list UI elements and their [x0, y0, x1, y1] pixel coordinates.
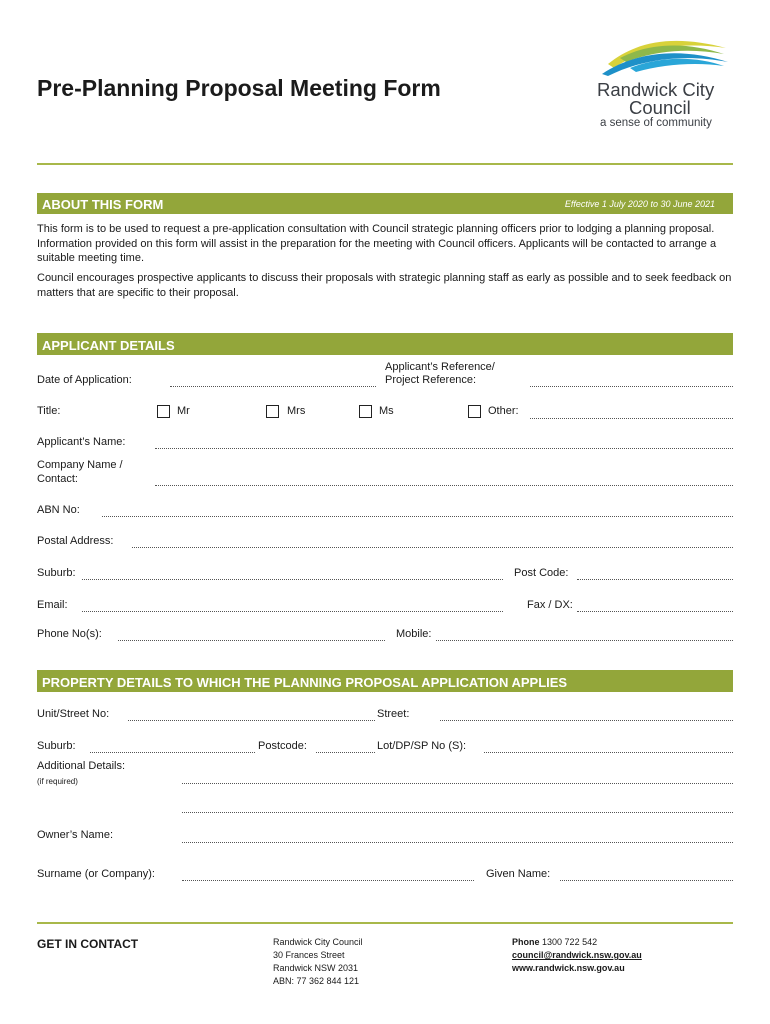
about-paragraph-2: Council encourages prospective applicants to discuss their proposals with strategic planning staff as early as possible and to seek feedback on matters that are specific to their proposal. [37, 272, 732, 299]
address-line: 30 Frances Street [273, 950, 345, 960]
page-title: Pre-Planning Proposal Meeting Form [37, 75, 441, 101]
applicant-name-label: Applicant’s Name: [37, 436, 126, 448]
postal-address-label: Postal Address: [37, 535, 114, 547]
title-ms-checkbox[interactable] [359, 405, 372, 418]
company-name-label-line2: Contact: [37, 473, 78, 485]
date-of-application-field[interactable] [170, 386, 376, 387]
abn-field[interactable] [102, 516, 733, 517]
logo-tagline: a sense of community [600, 117, 712, 129]
given-name-label: Given Name: [486, 868, 551, 880]
title-ms-label: Ms [379, 405, 394, 417]
email-field[interactable] [82, 611, 503, 612]
additional-details-field-1[interactable] [182, 783, 733, 784]
property-suburb-label: Suburb: [37, 740, 76, 752]
get-in-contact-heading: GET IN CONTACT [37, 937, 139, 951]
council-logo-icon [600, 32, 730, 76]
title-label: Title: [37, 405, 61, 417]
title-mrs-checkbox[interactable] [266, 405, 279, 418]
title-mrs-label: Mrs [287, 405, 306, 417]
effective-dates: Effective 1 July 2020 to 30 June 2021 [564, 199, 715, 209]
street-field[interactable] [440, 720, 733, 721]
mobile-label: Mobile: [396, 628, 432, 640]
postcode-label: Postcode: [258, 740, 307, 752]
reference-field[interactable] [530, 386, 733, 387]
phone-footer-label: Phone [512, 937, 540, 947]
address-line: Randwick NSW 2031 [273, 963, 359, 973]
address-line: Randwick City Council [273, 937, 363, 947]
applicant-section-header [37, 333, 733, 355]
applicant-name-field[interactable] [155, 448, 733, 449]
property-suburb-field[interactable] [90, 752, 255, 753]
surname-company-field[interactable] [182, 880, 474, 881]
applicant-heading: APPLICANT DETAILS [42, 338, 175, 353]
company-name-field[interactable] [155, 485, 733, 486]
unit-street-no-field[interactable] [128, 720, 375, 721]
postal-address-field[interactable] [132, 547, 733, 548]
header-divider [37, 163, 733, 165]
property-section-header [37, 670, 733, 692]
council-address [273, 936, 363, 988]
phone-label: Phone No(s): [37, 628, 102, 640]
fax-dx-label: Fax / DX: [527, 599, 573, 611]
additional-details-note: (if required) [37, 777, 78, 786]
date-of-application-label: Date of Application: [37, 374, 132, 386]
fax-dx-field[interactable] [577, 611, 733, 612]
about-paragraph-1: This form is to be used to request a pre-application consultation with Council strategic planning officers prior to lodging a planning proposal. Information provided on this form will assist in the preparation for the meeting with Council officers. Applicants will be contacted to arrange a suitable meeting time. [37, 223, 717, 264]
abn-label: ABN No: [37, 504, 80, 516]
reference-label-line1: Applicant’s Reference/ [385, 361, 495, 373]
street-label: Street: [377, 708, 410, 720]
company-name-label-line1: Company Name / [37, 459, 123, 471]
about-section-header [37, 193, 733, 214]
post-code-label: Post Code: [514, 567, 569, 579]
about-heading: ABOUT THIS FORM [42, 197, 164, 212]
title-other-checkbox[interactable] [468, 405, 481, 418]
suburb-field[interactable] [82, 579, 503, 580]
address-line: ABN: 77 362 844 121 [273, 976, 360, 986]
email-label: Email: [37, 599, 68, 611]
reference-label-line2: Project Reference: [385, 374, 477, 386]
owners-name-label: Owner’s Name: [37, 829, 114, 841]
additional-details-label: Additional Details: [37, 760, 126, 772]
unit-street-no-label: Unit/Street No: [37, 708, 110, 720]
title-mr-checkbox[interactable] [157, 405, 170, 418]
title-other-field[interactable] [530, 418, 733, 419]
title-mr-label: Mr [177, 405, 190, 417]
owners-name-field[interactable] [182, 842, 733, 843]
given-name-field[interactable] [560, 880, 733, 881]
email-link[interactable]: council@randwick.nsw.gov.au [512, 950, 642, 960]
property-heading: PROPERTY DETAILS TO WHICH THE PLANNING PROPOSAL APPLICATION APPLIES [42, 675, 568, 690]
mobile-field[interactable] [436, 640, 733, 641]
postcode-field[interactable] [316, 752, 375, 753]
lot-dp-sp-field[interactable] [484, 752, 733, 753]
website-link[interactable]: www.randwick.nsw.gov.au [512, 963, 625, 973]
suburb-label: Suburb: [37, 567, 76, 579]
phone-number: 1300 722 542 [542, 937, 598, 947]
logo-name-line1: Randwick City [597, 79, 715, 100]
post-code-field[interactable] [577, 579, 733, 580]
title-other-label: Other: [488, 405, 519, 417]
footer-divider [37, 922, 733, 924]
phone-field[interactable] [118, 640, 385, 641]
lot-dp-sp-label: Lot/DP/SP No (S): [377, 740, 467, 752]
contact-details [512, 936, 642, 975]
additional-details-field-2[interactable] [182, 812, 733, 813]
surname-company-label: Surname (or Company): [37, 868, 155, 880]
logo-name-line2: Council [629, 97, 691, 118]
